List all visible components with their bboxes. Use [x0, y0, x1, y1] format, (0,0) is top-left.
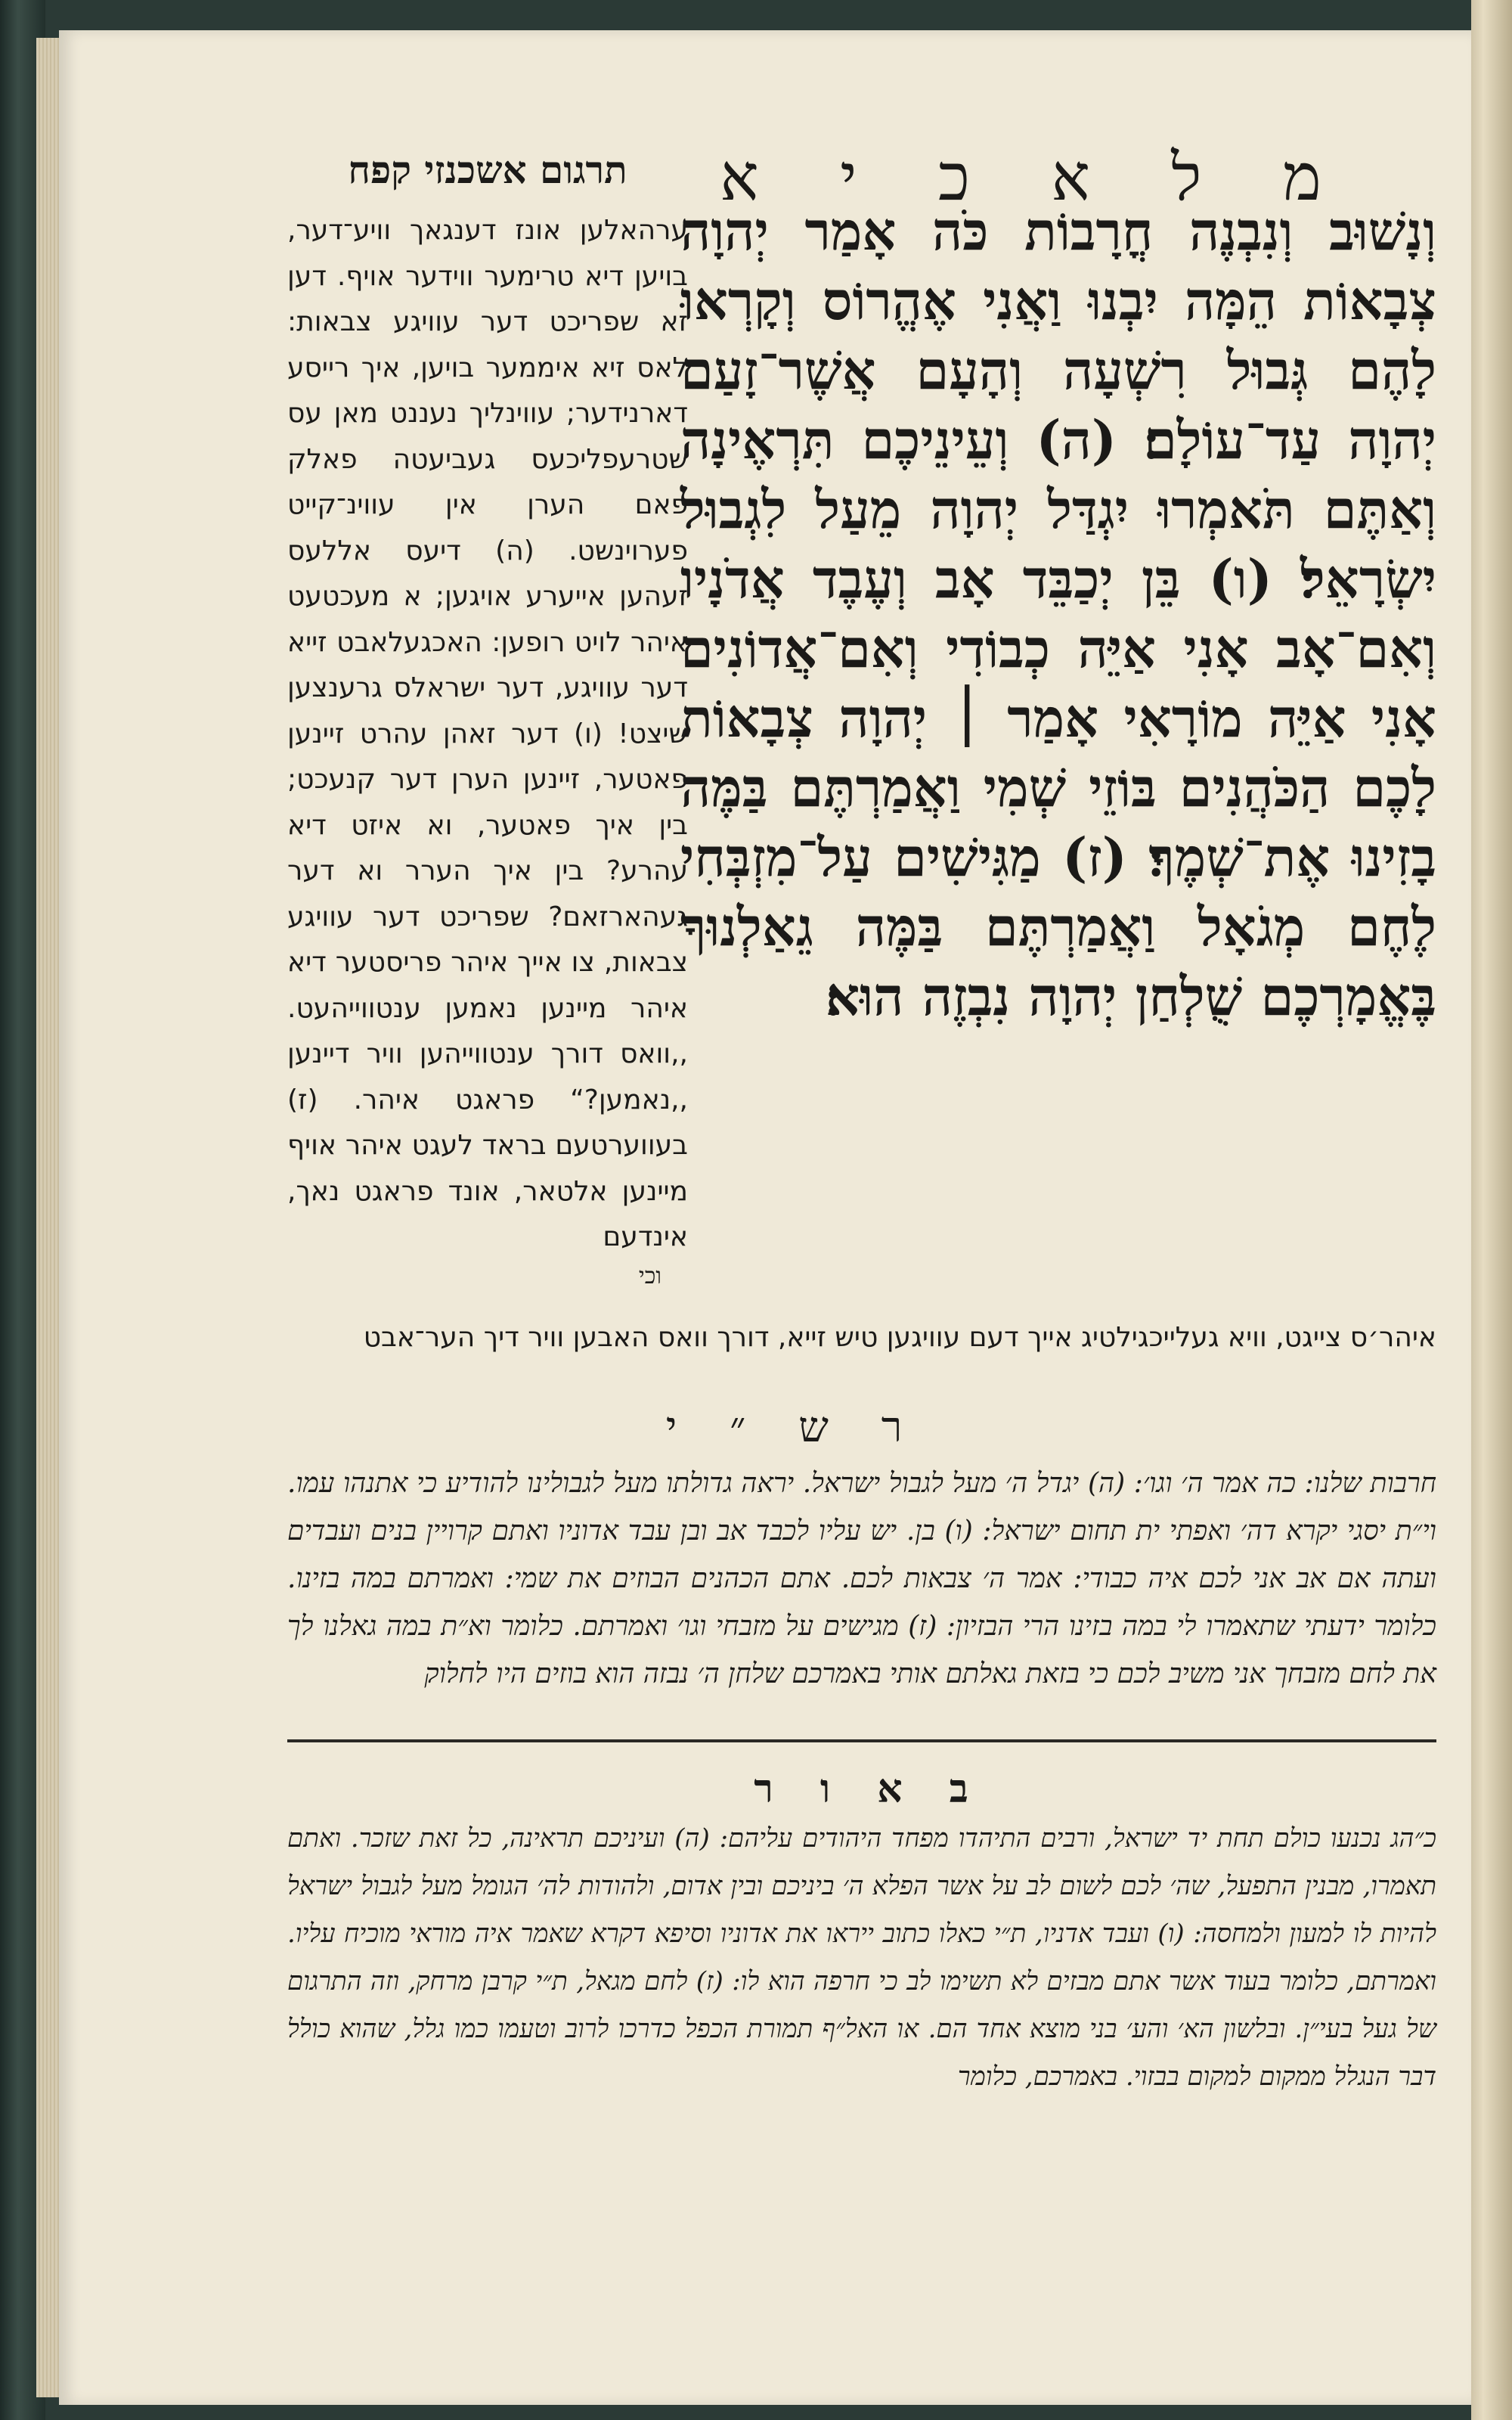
catchword: וכי [638, 1263, 662, 1289]
section-divider [287, 1739, 1436, 1742]
beur-heading: ב א ו ר [754, 1766, 985, 1812]
translation-continuation: איהר׳ס צייגט, וויא געלייכגילטיג אייך דעם עוויגען טיש זייא, דורך וואס האבען וויר דיך הער־אבט [363, 1322, 1436, 1353]
beur-commentary: כ״הג נכנעו כולם תחת יד ישראל, ורבים התיהדו מפחד היהודים עליהם: (ה) ועיניכם תראינה, כל זאת שזכר. ואתם תאמרו, מבנין התפעל, שה׳ לכם לשום לב על אשר הפלא ה׳ ביניכם ובין אדום, ולהודות לה׳ הגומל מעל לגבול ישראל להיות לו למעון ולמחסה: (ו) ועבד אדניו, ת״י כאלו כתוב ייראו את אדוניו וסיפא דקרא שאמר איה מוראי מוכיח עליו. ואמרתם, כלומר בעוד אשר אתם מבזים לא תשימו לב כי חרפה הוא לו: (ז) לחם מגאל, ת״י קרבן מרחק, וזה התרגום של געל בעי״ן. ובלשון הא׳ והע׳ בני מוצא אחד הם. או האל״ף תמורת הכפל כדרכו לרוב וטעמו כמו גלל, שהוא כולל דבר הנגלל ממקום למקום בבזוי. באמרכם, כלומר [287, 1823, 1436, 2092]
book-title: מ ל א כ י א [720, 140, 1352, 216]
scripture-text: וְנָשׁוּב וְנִבְנֶה חֳרָבוֹת כֹּה אָמַר יְהוָה צְבָאוֹת הֵמָּה יִבְנוּ וַאֲנִי אֶהֱרוֹס וְקָרְאוּ לָהֶם גְּבוּל רִשְׁעָה וְהָעָם אֲשֶׁר־זָעַם יְהוָה עַד־עוֹלָם׃ (ה) וְעֵינֵיכֶם תִּרְאֶינָה וְאַתֶּם תֹּאמְרוּ יִגְדַּל יְהוָה מֵעַל לִגְבוּל יִשְׂרָאֵל׃ (ו) בֵּן יְכַבֵּד אָב וְעֶבֶד אֲדֹנָיו וְאִם־אָב אָנִי אַיֵּה כְבוֹדִי וְאִם־אֲדוֹנִים אָנִי אַיֵּה מוֹרָאִי אָמַר ׀ יְהוָה צְבָאוֹת לָכֶם הַכֹּהֲנִים בּוֹזֵי שְׁמִי וַאֲמַרְתֶּם בַּמֶּה בָזִינוּ אֶת־שְׁמֶךָ׃ (ז) מַגִּישִׁים עַל־מִזְבְּחִי לֶחֶם מְגֹאָל וַאֲמַרְתֶּם בַּמֶּה גֵאַלְנוּךָ בֶּאֱמָרְכֶם שֻׁלְחַן יְהוָה נִבְזֶה הוּא׃ [680, 200, 1436, 1028]
rashi-commentary: חרבות שלנו: כה אמר ה׳ וגו׳: (ה) יגדל ה׳ מעל לגבול ישראל. יראה גדולתו מעל לגבולינו להודיע כי אתנהו עמו. וי״ת יסגי יקרא דה׳ ואפתי ית תחום ישראל: (ו) בן. יש עליו לכבד אב ובן עבד אדוניו ואתם קרויין בנים ועבדים ועתה אם אב אני לכם איה כבודי: אמר ה׳ צבאות לכם. אתם הכהנים הבוזים את שמי: ואמרתם במה בזינו. כלומר ידעתי שתאמרו לי במה בזינו הרי הבזיון: (ז) מגישים על מזבחי וגו׳ ואמרתם. כלומר וא״ת במה גאלנו לך את לחם מזבחך אני משיב לכם כי בזאת גאלתם אותי באמרכם שלחן ה׳ נבזה הוא בוזים היו לחלוק [287, 1468, 1436, 1689]
translation-column: ערהאלען אונז דענגאך וויע־דער, בויען דיא טרימער ווידער אויף. דען זא שפריכט דער עוויגע צבאות: לאס זיא איממער בויען, איך רייסע דארנידער; עווינליך נעננט מאן עס שטרעפליכעס געביעטה פאלק פאם הערן אין עווינ־קייט פערוינשט. (ה) דיעס אללעס זעהען אייערע אויגען; א מעכטעט איהר לויט רופען: האכגעלאבט זייא דער עוויגע, דער ישראלס גרענצען שיצט! (ו) דער זאהן עהרט זיינען פאטער, זיינען הערן דער קנעכט; בין איך פאטער, וא איזט דיא עהרע? בין איך הערר וא דער געהארזאם? שפריכט דער עוויגע צבאות, צו אייך איהר פריסטער דיא איהר מיינען נאמען ענטווייהעט. ,,וואס דורך ענטווייהען וויר דיינען ,,נאמען?“ פראגט איהר. (ז) בעווערטעם בראד לעגט איהר אויף מיינען אלטאר, אונד פראגט נאך, אינדעם [287, 215, 688, 1252]
translation-title: תרגום אשכנזי קפח [348, 147, 627, 192]
facing-page-edge [1471, 0, 1512, 2420]
rashi-heading: ר ש ״ י [665, 1403, 922, 1452]
